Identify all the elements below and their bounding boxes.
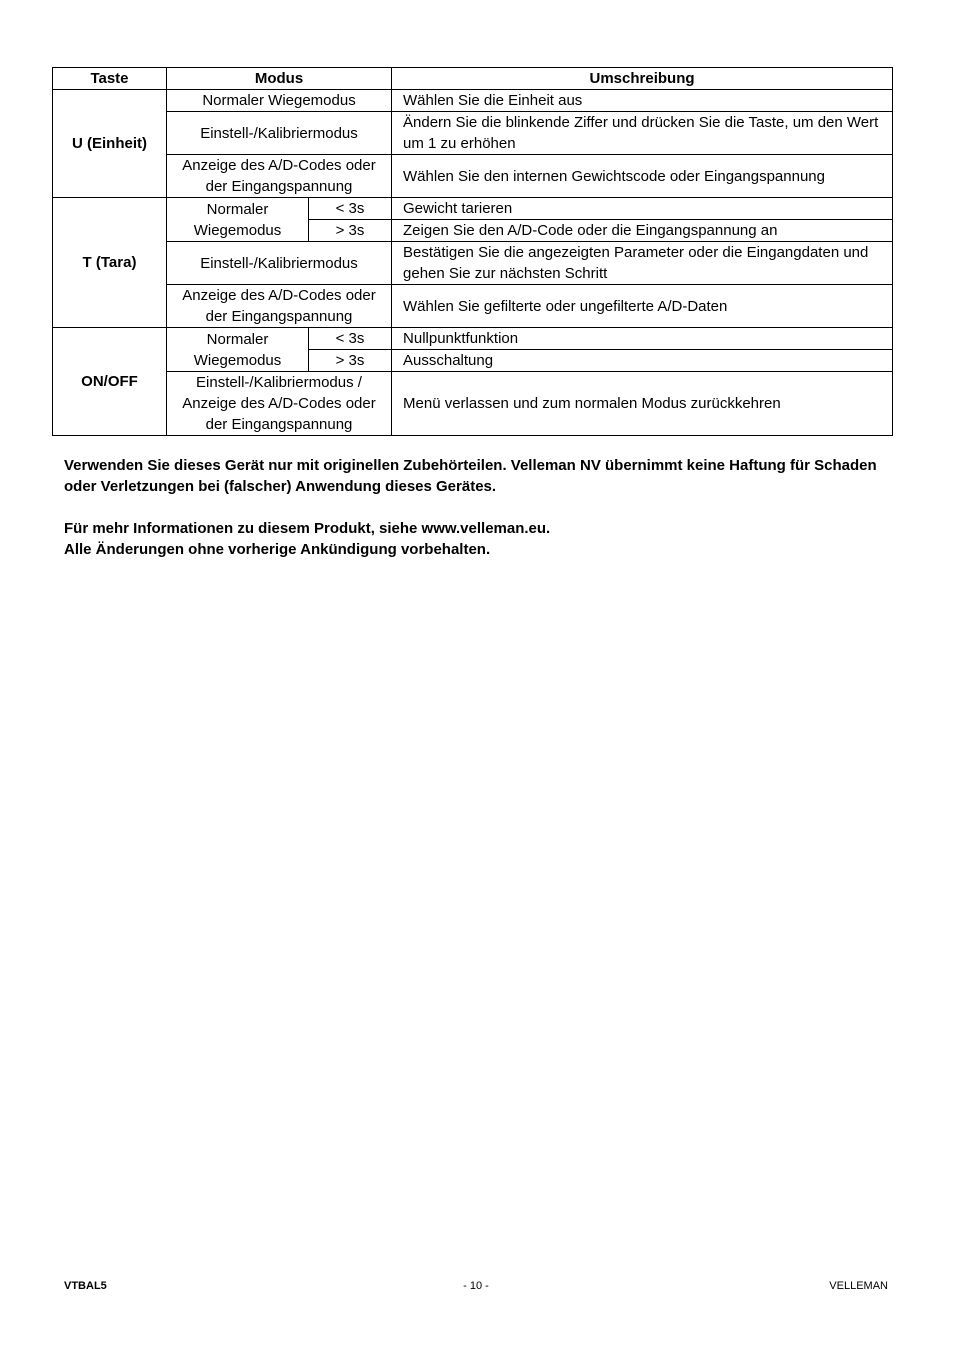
- duration-cell: > 3s: [309, 350, 392, 372]
- description-cell: Wählen Sie die Einheit aus: [392, 90, 893, 112]
- duration-cell: > 3s: [309, 220, 392, 242]
- mode-cell: Anzeige des A/D-Codes oder der Eingangspannung: [167, 285, 392, 328]
- header-key: Taste: [53, 68, 167, 90]
- description-cell: Wählen Sie gefilterte oder ungefilterte A/D-Daten: [392, 285, 893, 328]
- description-cell: Gewicht tarieren: [392, 198, 893, 220]
- footer-model: VTBAL5: [64, 1280, 107, 1292]
- duration-cell: < 3s: [309, 198, 392, 220]
- footer-brand: VELLEMAN: [829, 1280, 888, 1292]
- table-row: [53, 242, 893, 285]
- duration-cell: < 3s: [309, 328, 392, 350]
- description-cell: Bestätigen Sie die angezeigten Parameter oder die Eingangdaten und gehen Sie zur nächsten Schritt: [392, 242, 893, 285]
- warranty-note: Verwenden Sie dieses Gerät nur mit originellen Zubehörteilen. Velleman NV übernimmt keine Haftung für Schaden oder Verletzungen bei (falscher) Anwendung dieses Gerätes.: [64, 457, 877, 495]
- table-row: [53, 90, 893, 112]
- info-line: Für mehr Informationen zu diesem Produkt, siehe www.velleman.eu.: [64, 520, 551, 537]
- key-function-table: [52, 67, 893, 436]
- table-row: [53, 372, 893, 436]
- mode-cell: Einstell-/Kalibriermodus / Anzeige des A/D-Codes oder der Eingangspannung: [167, 372, 392, 436]
- key-cell: ON/OFF: [53, 328, 167, 436]
- mode-cell: Anzeige des A/D-Codes oder der Eingangspannung: [167, 155, 392, 198]
- notes-section: [64, 455, 894, 560]
- mode-cell: Normaler Wiegemodus: [167, 328, 309, 372]
- mode-cell: Normaler Wiegemodus: [167, 198, 309, 242]
- page-footer: [64, 1278, 888, 1294]
- table-row: [53, 328, 893, 350]
- table-row: [53, 112, 893, 155]
- table-row: [53, 155, 893, 198]
- description-cell: Zeigen Sie den A/D-Code oder die Eingangspannung an: [392, 220, 893, 242]
- description-cell: Wählen Sie den internen Gewichtscode oder Eingangspannung: [392, 155, 893, 198]
- key-cell: U (Einheit): [53, 90, 167, 198]
- mode-cell: Einstell-/Kalibriermodus: [167, 112, 392, 155]
- key-cell: T (Tara): [53, 198, 167, 328]
- description-cell: Nullpunktfunktion: [392, 328, 893, 350]
- mode-cell: Normaler Wiegemodus: [167, 90, 392, 112]
- changes-line: Alle Änderungen ohne vorherige Ankündigung vorbehalten.: [64, 541, 491, 558]
- info-note: [64, 518, 894, 560]
- header-description: Umschreibung: [392, 68, 893, 90]
- footer-page-number: - 10 -: [463, 1280, 489, 1292]
- table-header-row: [53, 68, 893, 90]
- description-cell: Ausschaltung: [392, 350, 893, 372]
- description-cell: Ändern Sie die blinkende Ziffer und drücken Sie die Taste, um den Wert um 1 zu erhöhen: [392, 112, 893, 155]
- table-row: [53, 198, 893, 220]
- description-cell: Menü verlassen und zum normalen Modus zurückkehren: [392, 372, 893, 436]
- table-row: [53, 285, 893, 328]
- header-mode: Modus: [167, 68, 392, 90]
- mode-cell: Einstell-/Kalibriermodus: [167, 242, 392, 285]
